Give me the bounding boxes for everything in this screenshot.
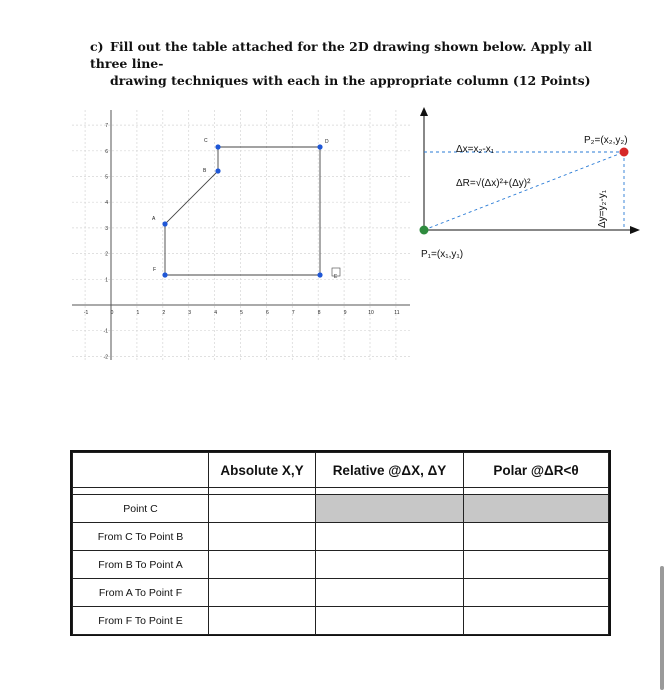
table-row	[73, 551, 609, 579]
x-tick-label: 2	[162, 310, 166, 316]
x-tick-label: 6	[266, 310, 269, 316]
y-tick-label: 7	[105, 123, 108, 130]
y-tick-label: 1	[105, 277, 108, 284]
y-tick-labels	[104, 123, 109, 360]
row-label-c-to-b: From C To Point B	[73, 523, 209, 551]
y-tick-label: 4	[105, 200, 108, 207]
dx-label: Δx=x₂-x₁	[456, 144, 495, 155]
cell-relative[interactable]	[316, 579, 464, 607]
cell-polar[interactable]	[464, 551, 609, 579]
cell-relative[interactable]	[316, 551, 464, 579]
row-label-f-to-e: From F To Point E	[73, 607, 209, 635]
table-row	[73, 579, 609, 607]
y-tick-label: -1	[103, 328, 108, 335]
x-tick-label: 8	[317, 310, 321, 316]
point-e-label: E	[334, 274, 338, 280]
point-d-marker	[317, 144, 322, 149]
table-row	[73, 495, 609, 523]
x-tick-label: 1	[136, 310, 140, 316]
question-label: c)	[90, 39, 104, 54]
x-tick-label: 10	[368, 310, 374, 316]
point-c-label: C	[204, 138, 208, 144]
diagram-x-arrow	[630, 226, 640, 234]
point-f-label: F	[153, 267, 157, 273]
x-tick-label: 9	[343, 310, 347, 316]
spacer-cell	[73, 488, 209, 495]
point-d-label: D	[325, 139, 329, 145]
x-tick-labels	[84, 310, 400, 316]
scrollbar-thumb[interactable]	[660, 566, 664, 690]
cell-absolute[interactable]	[209, 551, 316, 579]
spacer-cell	[209, 488, 316, 495]
x-tick-label: -1	[83, 310, 89, 316]
x-tick-label: 11	[394, 310, 400, 316]
y-tick-label: 5	[105, 174, 108, 181]
header-blank	[73, 453, 209, 488]
point-a-label: A	[152, 216, 156, 222]
cell-polar[interactable]	[464, 607, 609, 635]
point-b-marker	[215, 168, 220, 173]
x-tick-label: 5	[240, 310, 243, 316]
row-label-point-c: Point C	[73, 495, 209, 523]
spacer-cell	[464, 488, 609, 495]
header-polar: Polar @ΔR<θ	[464, 453, 609, 488]
cell-polar[interactable]	[464, 579, 609, 607]
p2-label: P₂=(x₂,y₂)	[584, 135, 628, 146]
dr-label: ΔR=√(Δx)²+(Δy)²	[456, 178, 531, 189]
header-absolute: Absolute X,Y	[209, 453, 316, 488]
delta-r-line	[424, 152, 624, 230]
header-relative: Relative @ΔX, ΔY	[316, 453, 464, 488]
cell-relative[interactable]	[316, 607, 464, 635]
point-c-marker	[215, 144, 220, 149]
x-tick-label: 4	[214, 310, 217, 316]
point-f-marker	[162, 272, 167, 277]
question-line-1: Fill out the table attached for the 2D drawing shown below. Apply all three line-	[90, 39, 592, 71]
shape-outline	[165, 147, 320, 275]
y-tick-label: -2	[103, 354, 108, 361]
x-tick-label: 0	[110, 310, 114, 316]
cell-absolute[interactable]	[209, 579, 316, 607]
grid-lines	[72, 110, 410, 360]
point-e-marker	[317, 272, 322, 277]
row-label-a-to-f: From A To Point F	[73, 579, 209, 607]
cell-absolute[interactable]	[209, 607, 316, 635]
y-tick-label: 2	[105, 251, 108, 258]
p1-point	[420, 226, 429, 235]
table-row	[73, 607, 609, 635]
cell-polar[interactable]	[464, 523, 609, 551]
p2-point	[620, 148, 629, 157]
diagram-y-arrow	[420, 107, 428, 116]
y-tick-label: 3	[105, 225, 108, 232]
answer-table	[70, 450, 611, 636]
table-row	[73, 523, 609, 551]
point-b-label: B	[203, 168, 207, 174]
dy-label: Δy=y₂-y₁	[597, 189, 608, 228]
point-a-marker	[162, 221, 167, 226]
cell-relative[interactable]	[316, 523, 464, 551]
cell-absolute[interactable]	[209, 523, 316, 551]
cell-absolute[interactable]	[209, 495, 316, 523]
y-tick-label: 6	[105, 148, 108, 155]
question-line-2: drawing techniques with each in the appropriate column (12 Points)	[110, 73, 591, 88]
cell-shaded	[464, 495, 609, 523]
row-label-b-to-a: From B To Point A	[73, 551, 209, 579]
spacer-cell	[316, 488, 464, 495]
x-tick-label: 7	[291, 310, 295, 316]
x-tick-label: 3	[188, 310, 192, 316]
cell-shaded	[316, 495, 464, 523]
p1-label: P₁=(x₁,y₁)	[421, 249, 464, 260]
